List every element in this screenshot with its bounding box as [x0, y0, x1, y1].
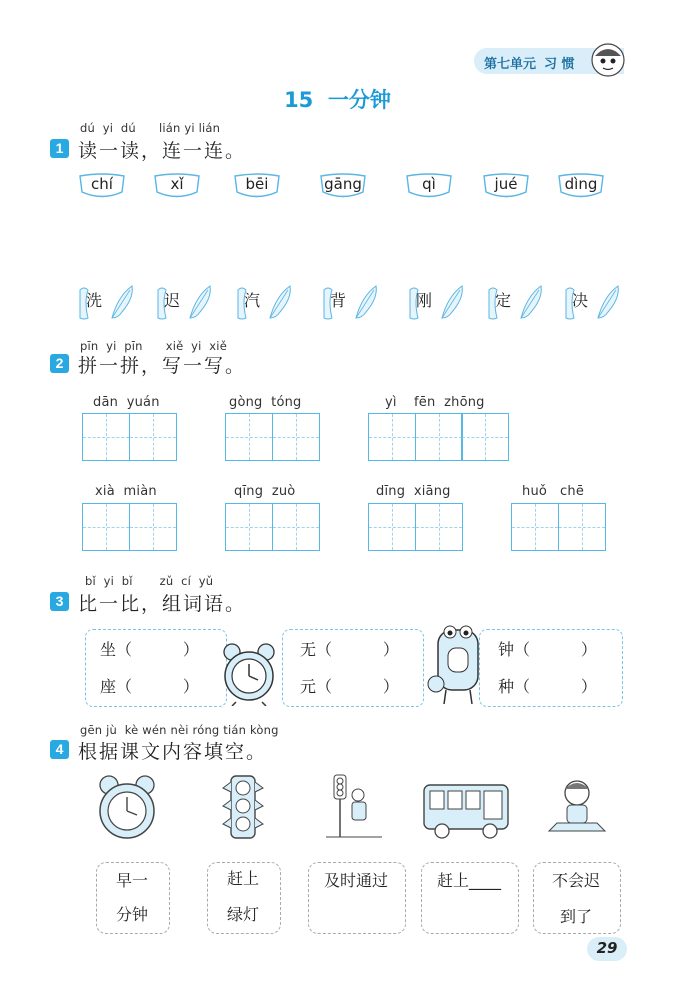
character-card[interactable]	[408, 282, 464, 322]
grid-pinyin: dīng xiāng	[376, 484, 451, 499]
character-card-text: 定	[495, 291, 512, 310]
alarm-clock-icon	[218, 640, 280, 710]
grid-pinyin: qīng zuò	[234, 484, 296, 499]
q1-pinyin: dú yi dú lián yi lián	[80, 121, 221, 135]
writing-grid[interactable]	[225, 503, 320, 551]
q3-number: 3	[50, 592, 69, 611]
writing-grid[interactable]	[82, 503, 177, 551]
alarm-clock-image	[96, 773, 158, 847]
character-card-text: 决	[572, 291, 589, 310]
answer-text: 早一	[115, 871, 148, 890]
q3-title: 比一比，组词语。	[78, 593, 247, 615]
character-card[interactable]	[564, 282, 620, 322]
traffic-light-image	[218, 774, 268, 850]
page-number: 29	[596, 939, 618, 957]
writing-grid[interactable]	[225, 413, 320, 461]
character-card[interactable]	[322, 282, 378, 322]
character-card-text: 背	[330, 291, 347, 310]
q2-title: 拼一拼，写一写。	[78, 355, 247, 377]
unit-theme: 习 惯	[544, 57, 575, 72]
character-card[interactable]	[78, 282, 134, 322]
answer-text: 赶上	[226, 869, 259, 888]
q3-pinyin: bǐ yi bǐ zǔ cí yǔ	[85, 574, 214, 588]
grid-pinyin: huǒ chē	[522, 484, 585, 499]
pinyin-card[interactable]	[318, 170, 368, 200]
q2-number: 2	[50, 354, 69, 373]
compare-word[interactable]: 钟（ ）	[498, 640, 597, 659]
grid-pinyin: gòng tóng	[229, 395, 302, 410]
answer-text: 到了	[559, 907, 592, 926]
character-card-text: 刚	[416, 291, 433, 310]
pinyin-card[interactable]	[404, 170, 454, 200]
compare-word[interactable]: 种（ ）	[498, 677, 597, 696]
pinyin-card-text: xǐ	[170, 175, 184, 193]
q4-title: 根据课文内容填空。	[78, 741, 268, 763]
pinyin-card-text: bēi	[245, 175, 269, 193]
pinyin-card[interactable]	[152, 170, 202, 200]
grid-pinyin: yì fēn zhōng	[385, 395, 485, 410]
grid-pinyin: xià miàn	[95, 484, 157, 499]
character-card[interactable]	[156, 282, 212, 322]
student-image	[545, 775, 609, 845]
character-card-text: 洗	[86, 291, 103, 310]
character-card[interactable]	[236, 282, 292, 322]
writing-grid[interactable]	[368, 503, 463, 551]
compare-word[interactable]: 坐（ ）	[100, 640, 199, 659]
character-card[interactable]	[487, 282, 543, 322]
compare-word[interactable]: 元（ ）	[300, 677, 399, 696]
unit-label: 第七单元	[484, 57, 537, 72]
pinyin-card[interactable]	[481, 170, 531, 200]
pinyin-card[interactable]	[232, 170, 282, 200]
q1-number: 1	[50, 139, 69, 158]
pinyin-card[interactable]	[77, 170, 127, 200]
q4-number: 4	[50, 740, 69, 759]
pinyin-card-text: jué	[494, 175, 518, 193]
compare-word[interactable]: 座（ ）	[100, 677, 199, 696]
mascot-icon	[590, 42, 626, 82]
q1-title: 读一读，连一连。	[78, 140, 247, 162]
writing-grid[interactable]	[511, 503, 606, 551]
writing-grid[interactable]	[82, 413, 177, 461]
character-card-text: 迟	[164, 291, 181, 310]
pinyin-card-text: dìng	[564, 175, 598, 193]
writing-grid[interactable]	[368, 413, 509, 461]
answer-text: 绿灯	[226, 905, 259, 924]
q4-pinyin: gēn jù kè wén nèi róng tián kòng	[80, 723, 279, 737]
pinyin-card-text: gāng	[324, 175, 362, 193]
crossing-image	[324, 773, 384, 845]
pinyin-card-text: chí	[91, 175, 113, 193]
lesson-title: 15 一分钟	[284, 88, 391, 112]
grid-pinyin: dān yuán	[93, 395, 160, 410]
pinyin-card-text: qì	[422, 175, 436, 193]
compare-word[interactable]: 无（ ）	[300, 640, 399, 659]
bus-image	[420, 779, 512, 845]
character-card-text: 汽	[244, 291, 261, 310]
q2-pinyin: pīn yi pīn xiě yi xiě	[80, 339, 227, 353]
answer-text: 及时通过	[323, 871, 388, 890]
answer-text: 不会迟	[551, 871, 600, 890]
traffic-light-character-icon	[424, 622, 490, 712]
pinyin-card[interactable]	[556, 170, 606, 200]
answer-text[interactable]: 赶上____	[436, 871, 501, 890]
answer-text: 分钟	[115, 905, 148, 924]
